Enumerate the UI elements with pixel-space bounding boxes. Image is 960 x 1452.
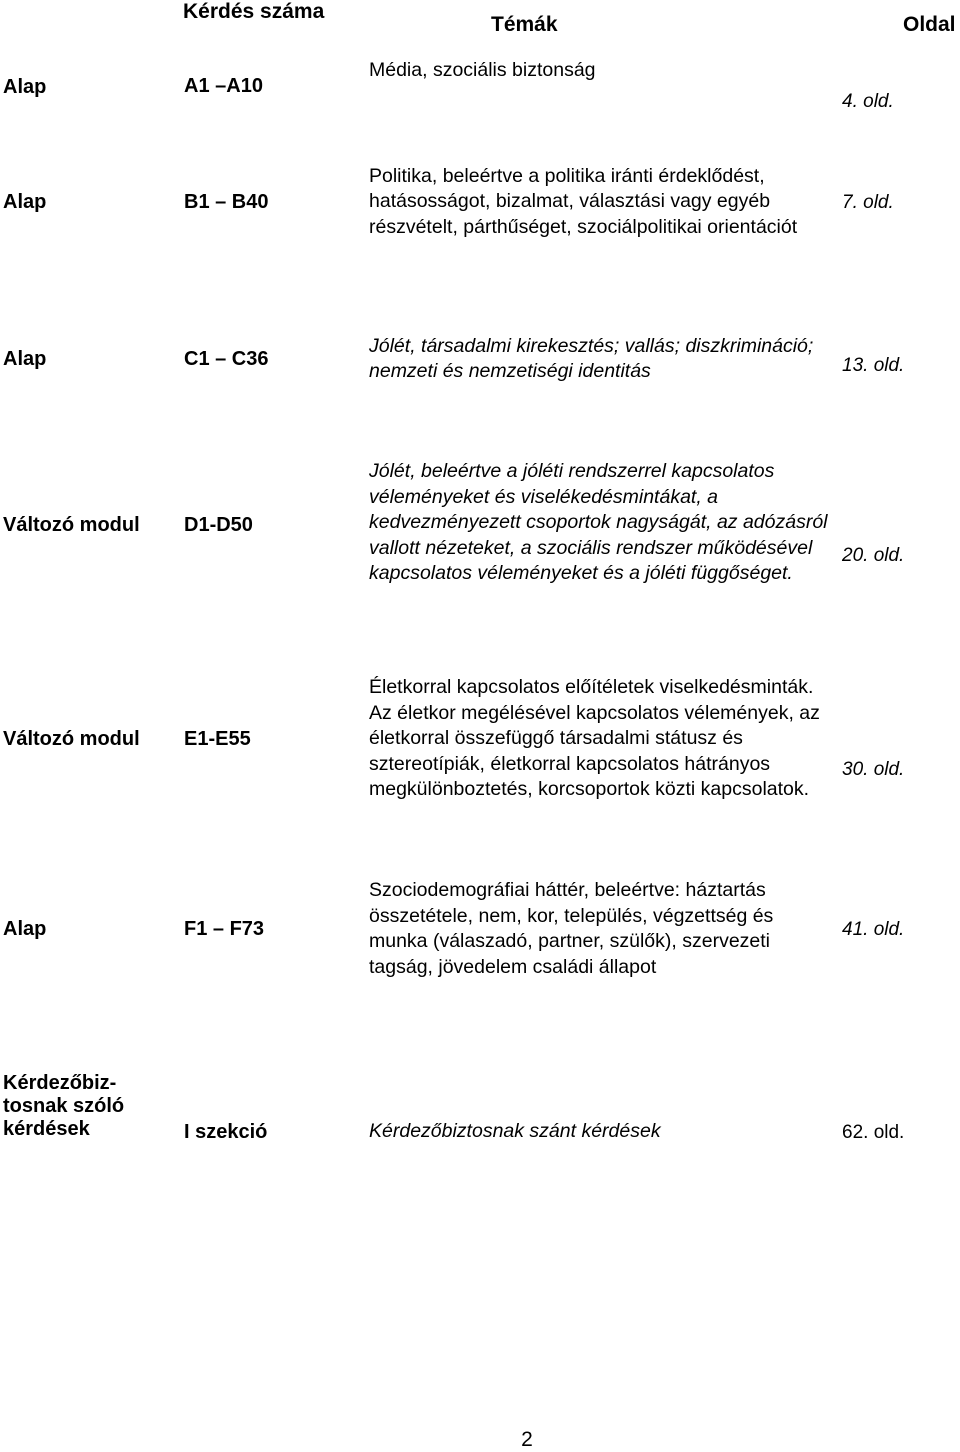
module-type: Alap (3, 347, 47, 370)
header-page: Oldal (903, 13, 956, 36)
module-type: Alap (3, 75, 47, 98)
question-range: A1 –A10 (184, 74, 263, 97)
module-type: Változó modul (3, 513, 140, 536)
question-range: B1 – B40 (184, 190, 269, 213)
question-range: I szekció (184, 1120, 268, 1143)
question-range: E1-E55 (184, 727, 251, 750)
header-question-number: Kérdés száma (183, 0, 325, 23)
question-range: D1-D50 (184, 513, 253, 536)
page-number: 2 (521, 1428, 533, 1451)
topic-description: Jólét, társadalmi kirekesztés; vallás; diszkrimináció; nemzeti és nemzetiségi identitás (369, 334, 814, 382)
page-reference: 62. old. (842, 1121, 905, 1143)
question-range: C1 – C36 (184, 347, 269, 370)
page-reference: 20. old. (842, 544, 905, 566)
page-reference: 4. old. (842, 91, 894, 112)
header-topics: Témák (491, 13, 558, 36)
page-reference: 13. old. (842, 354, 905, 376)
topic-description: Média, szociális biztonság (369, 59, 596, 81)
module-type: Kérdezőbiz- tosnak szóló kérdések (3, 1071, 125, 1140)
topic-description: Szociodemográfiai háttér, beleértve: háztartás összetétele, nem, kor, település, végzettség és munka (válaszadó, partner, szülők), szervezeti tagság, jövedelem családi állapot (369, 879, 774, 978)
table-row (0, 649, 960, 829)
question-range: F1 – F73 (184, 917, 265, 940)
module-type: Alap (3, 917, 47, 940)
table-row (0, 58, 960, 114)
table-row (0, 150, 960, 254)
page-reference: 30. old. (842, 758, 905, 780)
module-type: Alap (3, 190, 47, 213)
topic-description: Jólét, beleértve a jóléti rendszerrel kapcsolatos véleményeket és viselékedésmintákat, a kedvezményezett csoportok nagyságát, az adózásról vallott nézeteket, a szociális rendszer működésével kapcsolatos véleményeket és a jóléti függőséget. (369, 460, 828, 585)
table-row (0, 864, 960, 994)
page-reference: 7. old. (842, 191, 894, 213)
module-type: Változó modul (3, 727, 140, 750)
page-reference: 41. old. (842, 918, 905, 940)
table-row (0, 1066, 960, 1146)
table-row (0, 320, 960, 398)
topic-description: Politika, beleértve a politika iránti érdeklődést, hatásosságot, bizalmat, választási vagy egyéb részvételt, párthűséget, szociálpolitikai orientációt (369, 164, 798, 238)
topic-description: Életkorral kapcsolatos előítéletek viselkedésminták. Az életkor megélésével kapcsolatos vélemények, az életkorral összefüggő társadalmi státusz és sztereotípiák, életkorral kapcsolatos hátrányos megkülönboztetés, korcsoportok közti kapcsolatok. (369, 676, 820, 801)
topic-description: Kérdezőbiztosnak szánt kérdések (369, 1120, 661, 1143)
table-row (0, 433, 960, 613)
